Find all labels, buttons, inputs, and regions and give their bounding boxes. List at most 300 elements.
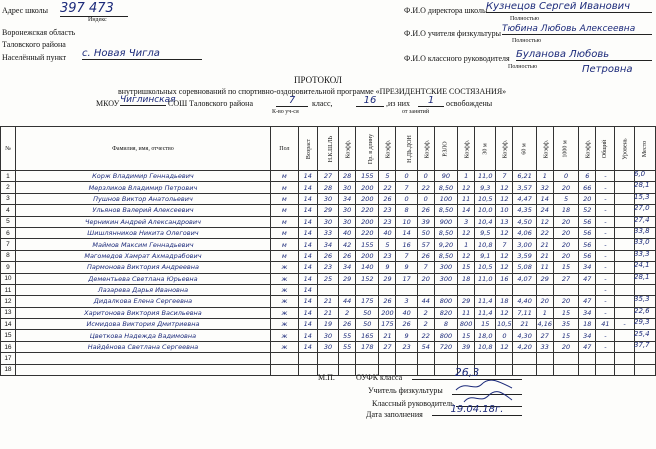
table-cell (396, 353, 417, 364)
table-cell: 7 (496, 239, 513, 250)
column-header-label: 60 м (521, 142, 528, 155)
table-cell: 9 (379, 262, 396, 273)
table-cell: 200 (356, 182, 379, 193)
table-cell: 20 (553, 216, 579, 227)
column-header-label: Н.К.Ш.ЛЬ (328, 135, 335, 162)
table-cell (496, 284, 513, 295)
margin-score: 33,3 (634, 249, 650, 258)
full-caption-2: Полностью (512, 38, 542, 44)
region-text: Воронежская область (2, 28, 76, 37)
table-cell: 20 (553, 341, 579, 352)
table-cell (434, 284, 457, 295)
table-cell: 17 (1, 353, 16, 364)
table-cell: 23 (379, 205, 396, 216)
table-cell: 10,8 (475, 239, 496, 250)
table-cell: 27 (553, 273, 579, 284)
table-cell (417, 353, 434, 364)
table-cell: Мерзликов Владимир Петрович (15, 182, 270, 193)
table-cell: 14 (298, 239, 317, 250)
table-cell: 23 (396, 341, 417, 352)
class-teacher-label: Ф.И.О классного руководителя (404, 54, 510, 63)
table-cell: 30 (317, 330, 338, 341)
table-cell: 300 (434, 262, 457, 273)
settlement-value: с. Новая Чигла (82, 48, 202, 60)
table-cell: 10 (1, 273, 16, 284)
table-row (1, 307, 656, 318)
table-cell: 1 (536, 171, 553, 182)
table-cell: 27 (317, 171, 338, 182)
table-cell: 34 (339, 193, 356, 204)
table-cell: 21 (536, 250, 553, 261)
table-cell: 14 (298, 182, 317, 193)
table-row (1, 239, 656, 250)
table-cell (615, 330, 634, 341)
table-cell: 39 (458, 341, 475, 352)
table-cell: 55 (339, 341, 356, 352)
table-cell: 720 (434, 341, 457, 352)
table-cell: 9 (396, 262, 417, 273)
table-row (1, 273, 656, 284)
table-cell: 10,4 (475, 216, 496, 227)
table-cell (615, 284, 634, 295)
column-header-label: № (5, 145, 11, 152)
table-cell (615, 193, 634, 204)
table-cell: 1 (458, 171, 475, 182)
table-cell: 30 (317, 216, 338, 227)
table-cell: 11,4 (475, 307, 496, 318)
school-name: Чиглинская (120, 95, 176, 105)
table-cell: 10,0 (475, 205, 496, 216)
table-cell (579, 353, 596, 364)
table-cell: 1 (458, 239, 475, 250)
margin-score: 6,0 (634, 170, 646, 178)
table-cell: 8,50 (434, 250, 457, 261)
caption-lessons: от занятий (402, 109, 430, 115)
table-cell: 3,00 (513, 239, 536, 250)
table-cell: ж (271, 307, 299, 318)
caption-students: К-во уч-ся (272, 109, 299, 115)
table-cell: 155 (356, 239, 379, 250)
table-cell: 7 (396, 182, 417, 193)
table-cell: 100 (434, 193, 457, 204)
table-row (1, 250, 656, 261)
table-cell: 14 (298, 171, 317, 182)
table-cell (615, 227, 634, 238)
column-header (317, 127, 338, 171)
table-row (1, 182, 656, 193)
table-cell: 9 (396, 330, 417, 341)
table-cell: 34 (579, 307, 596, 318)
table-cell: 6 (1, 227, 16, 238)
school-address-value: 397 473 (60, 1, 128, 17)
table-cell: 0 (417, 193, 434, 204)
table-row (1, 341, 656, 352)
table-cell: 26 (339, 250, 356, 261)
table-cell: - (596, 330, 615, 341)
table-cell: 35 (553, 319, 579, 330)
table-cell: 18 (579, 319, 596, 330)
table-cell: 5 (1, 216, 16, 227)
table-cell: 15 (458, 330, 475, 341)
table-cell (339, 353, 356, 364)
table-cell: 1 (1, 171, 16, 182)
column-header (1, 127, 16, 171)
margin-score: 29,3 (634, 318, 650, 327)
table-cell (596, 353, 615, 364)
table-cell: 47 (579, 341, 596, 352)
table-cell: 17 (396, 273, 417, 284)
table-cell: 4,30 (513, 330, 536, 341)
table-cell: 200 (356, 193, 379, 204)
table-cell: 12 (496, 341, 513, 352)
table-cell: 4 (1, 205, 16, 216)
table-cell: 8 (434, 319, 457, 330)
school-suffix: СОШ Таловского района (168, 99, 253, 108)
table-cell: 27 (379, 341, 396, 352)
table-cell: 27 (536, 330, 553, 341)
table-cell: 23 (317, 262, 338, 273)
table-cell: 5 (553, 193, 579, 204)
table-cell: 2 (417, 319, 434, 330)
pe-teacher-sign-label: Учитель физкультуры (368, 386, 443, 395)
table-cell: м (271, 182, 299, 193)
table-cell: Дементьева Светлана Юрьевна (15, 273, 270, 284)
table-cell: 12 (496, 227, 513, 238)
table-cell: 52 (579, 205, 596, 216)
full-caption-1: Полностью (510, 16, 540, 22)
table-cell: - (596, 250, 615, 261)
table-cell: 12 (458, 182, 475, 193)
table-cell: 10 (396, 216, 417, 227)
table-row (1, 284, 656, 295)
table-cell: 20 (417, 273, 434, 284)
table-cell: 5 (379, 239, 396, 250)
oufk-value: 26,3 (412, 366, 522, 380)
table-cell: 14 (298, 284, 317, 295)
table-cell: 14 (298, 205, 317, 216)
table-cell: Найдёнова Светлана Сергеевна (15, 341, 270, 352)
table-cell: м (271, 205, 299, 216)
exempt-count: 1 (418, 95, 444, 107)
table-cell: 200 (356, 216, 379, 227)
column-header (298, 127, 317, 171)
table-cell: 42 (339, 239, 356, 250)
table-cell: 34 (317, 239, 338, 250)
table-cell: 90 (434, 171, 457, 182)
table-cell: 200 (356, 250, 379, 261)
table-cell: 4,20 (513, 341, 536, 352)
table-cell: м (271, 216, 299, 227)
table-cell: Шишлянников Никита Олегович (15, 227, 270, 238)
table-cell: 12 (458, 250, 475, 261)
table-cell: 15 (553, 307, 579, 318)
index-caption: Индекс (88, 17, 107, 23)
table-cell (434, 353, 457, 364)
table-cell: Харитонова Виктория Васильевна (15, 307, 270, 318)
table-cell: 7 (417, 262, 434, 273)
table-cell: 14 (298, 227, 317, 238)
table-cell: 26 (339, 319, 356, 330)
margin-score: 28,1 (634, 272, 650, 281)
table-cell: 14 (298, 319, 317, 330)
table-cell (317, 353, 338, 364)
table-cell: 30 (339, 205, 356, 216)
table-cell: 10,5 (475, 193, 496, 204)
class-label: класс, (312, 99, 333, 108)
table-cell: 29 (379, 273, 396, 284)
table-cell: - (596, 341, 615, 352)
table-cell: 900 (434, 216, 457, 227)
table-cell: 14 (298, 193, 317, 204)
table-cell: - (596, 227, 615, 238)
table-cell: 26 (417, 205, 434, 216)
table-cell: - (596, 284, 615, 295)
table-cell: - (596, 262, 615, 273)
table-cell: 9,3 (475, 182, 496, 193)
table-cell: 56 (579, 227, 596, 238)
table-cell (379, 353, 396, 364)
table-cell: 7 (396, 250, 417, 261)
table-cell: м (271, 171, 299, 182)
table-cell: Магомедов Хамрат Ахмадрабович (15, 250, 270, 261)
table-cell (615, 307, 634, 318)
class-teacher-value-2: Петровна (582, 64, 633, 75)
table-cell: 220 (356, 205, 379, 216)
table-cell: 175 (356, 296, 379, 307)
table-cell: 28 (339, 171, 356, 182)
table-cell: 44 (339, 296, 356, 307)
table-cell: Дидалкова Елена Сергеевна (15, 296, 270, 307)
pe-teacher-value: Тюбина Любовь Алексеевна (502, 24, 652, 35)
table-cell (615, 262, 634, 273)
column-header (596, 127, 615, 171)
table-cell: 4,47 (513, 193, 536, 204)
table-cell: 12 (458, 227, 475, 238)
table-cell: 47 (579, 296, 596, 307)
table-cell: 10,5 (497, 320, 512, 329)
table-cell: 3 (458, 216, 475, 227)
table-cell: 14 (458, 205, 475, 216)
table-cell: 18 (553, 205, 579, 216)
table-cell: 33 (317, 227, 338, 238)
table-cell (339, 364, 356, 375)
director-label: Ф.И.О директора школы (404, 6, 488, 15)
table-cell: 220 (356, 227, 379, 238)
table-cell: 300 (434, 273, 457, 284)
table-cell: 30 (317, 341, 338, 352)
table-cell: 8,50 (434, 227, 457, 238)
table-cell (513, 284, 536, 295)
table-cell: 41 (596, 319, 615, 330)
table-cell: 5,08 (513, 262, 536, 273)
table-cell: 15 (1, 330, 16, 341)
table-cell: 800 (458, 319, 475, 330)
table-cell (553, 284, 579, 295)
table-cell: 24 (536, 205, 553, 216)
table-cell: - (596, 171, 615, 182)
column-header (339, 127, 356, 171)
table-cell: 18 (458, 273, 475, 284)
table-cell: 21 (317, 296, 338, 307)
date-label: Дата заполнения (366, 410, 423, 419)
table-cell: - (596, 307, 615, 318)
margin-score: 24,1 (634, 261, 650, 270)
column-header (475, 127, 496, 171)
table-cell: 12 (496, 307, 513, 318)
table-cell: 40 (339, 227, 356, 238)
table-cell: Корж Владимир Геннадьевич (15, 171, 270, 182)
table-cell: 9,1 (475, 250, 496, 261)
table-cell: 39 (417, 216, 434, 227)
table-cell: Пармонова Виктория Андреевна (15, 262, 270, 273)
table-cell (615, 296, 634, 307)
table-body (1, 171, 656, 376)
table-cell: 14 (298, 250, 317, 261)
column-header-label: Место (641, 140, 648, 157)
table-cell: - (596, 216, 615, 227)
table-cell: 14 (298, 307, 317, 318)
table-cell (15, 364, 270, 375)
column-header (396, 127, 417, 171)
table-cell: 50 (356, 307, 379, 318)
table-cell: ж (271, 330, 299, 341)
column-header (15, 127, 270, 171)
table-cell (298, 364, 317, 375)
table-cell: 23 (379, 216, 396, 227)
table-cell: 20 (553, 182, 579, 193)
table-cell: 178 (356, 341, 379, 352)
table-cell: 54 (417, 341, 434, 352)
table-cell: 14 (298, 216, 317, 227)
table-cell: 20 (536, 296, 553, 307)
student-count: 16 (356, 95, 384, 107)
table-cell: 13 (1, 307, 16, 318)
oufk-label: ОУФК класса (356, 373, 403, 382)
table-cell: 20 (553, 239, 579, 250)
table-cell (458, 353, 475, 364)
table-cell: м (271, 239, 299, 250)
table-cell: 8,50 (434, 205, 457, 216)
table-cell: Цветкова Надежда Вадимовна (15, 330, 270, 341)
table-cell: 8 (396, 205, 417, 216)
table-cell: 4,06 (513, 227, 536, 238)
table-cell: 4,40 (513, 296, 536, 307)
table-cell: 11 (458, 193, 475, 204)
table-cell: Маймов Максим Геннадьевич (15, 239, 270, 250)
table-cell: 19 (317, 319, 338, 330)
column-header (553, 127, 579, 171)
table-cell: 30 (317, 193, 338, 204)
table-cell (615, 273, 634, 284)
column-header-label: Возраст (305, 138, 312, 159)
table-cell: 11 (1, 284, 16, 295)
table-cell: 33 (536, 341, 553, 352)
protocol-title: ПРОТОКОЛ (294, 75, 342, 85)
table-cell: 34 (579, 330, 596, 341)
school-address-label: Адрес школы (2, 6, 49, 15)
column-header-label: Коэфф. (543, 139, 550, 158)
table-cell: 23 (379, 250, 396, 261)
table-cell: 8,50 (434, 182, 457, 193)
table-row (1, 330, 656, 341)
table-cell: - (596, 205, 615, 216)
class-number: 7 (276, 95, 308, 107)
table-cell: 21 (379, 330, 396, 341)
table-cell: 22 (536, 227, 553, 238)
school-prefix: МКОУ (96, 99, 120, 108)
table-cell: 16 (496, 273, 513, 284)
table-cell: 14 (298, 262, 317, 273)
table-cell: 12 (496, 262, 513, 273)
column-header-label: 1000 м (563, 139, 570, 158)
column-header-label: Общий (602, 139, 609, 158)
table-cell (396, 284, 417, 295)
table-cell: 50 (417, 227, 434, 238)
margin-score: 33,8 (634, 227, 650, 235)
margin-score: 25,4 (634, 329, 650, 338)
table-row (1, 171, 656, 182)
table-cell: 66 (579, 182, 596, 193)
margin-score: 33,0 (634, 238, 650, 247)
protocol-subtitle: внутришкольных соревнований по спортивно-оздоровительной программе «ПРЕЗИДЕНТСКИЕ СОСТЯЗАНИЯ» (118, 87, 507, 96)
table-cell: 10,8 (475, 341, 496, 352)
table-cell (513, 353, 536, 364)
table-cell: 56 (579, 250, 596, 261)
table-cell: 0 (553, 171, 579, 182)
table-cell: 18 (496, 296, 513, 307)
table-cell (475, 353, 496, 364)
column-header (513, 127, 536, 171)
table-cell: 0 (396, 193, 417, 204)
table-cell: 30 (339, 216, 356, 227)
table-header-row (1, 127, 656, 171)
count-label: ,из них (386, 99, 411, 108)
margin-score: 27,0 (634, 204, 650, 213)
table-cell: 40 (396, 307, 417, 318)
table-cell: - (596, 193, 615, 204)
table-cell: 15 (458, 262, 475, 273)
column-header-label: Пол (279, 145, 290, 152)
table-cell: 32 (536, 182, 553, 193)
table-cell: 15 (475, 319, 496, 330)
table-cell: 14 (298, 296, 317, 307)
table-cell: 7 (496, 171, 513, 182)
table-cell: 11 (536, 262, 553, 273)
table-row (1, 205, 656, 216)
column-header-label: Коэфф. (345, 139, 352, 158)
table-cell: ж (271, 341, 299, 352)
table-cell: - (615, 319, 634, 330)
column-header-label: Коэфф. (464, 139, 471, 158)
margin-score: 35,3 (634, 295, 650, 304)
table-cell: 20 (553, 296, 579, 307)
column-header (434, 127, 457, 171)
table-cell: 800 (434, 296, 457, 307)
table-cell: 1 (536, 307, 553, 318)
column-header (417, 127, 434, 171)
table-cell: ж (271, 262, 299, 273)
table-cell (496, 353, 513, 364)
class-teacher-sign-label: Классный руководитель (372, 399, 454, 408)
table-cell: 16 (1, 341, 16, 352)
table-cell: 12 (496, 193, 513, 204)
table-cell: м (271, 227, 299, 238)
table-cell (553, 364, 579, 375)
table-cell: 25 (317, 273, 338, 284)
table-cell: Ульянов Валерий Алексеевич (15, 205, 270, 216)
table-cell: 26 (379, 296, 396, 307)
column-header (615, 127, 634, 171)
